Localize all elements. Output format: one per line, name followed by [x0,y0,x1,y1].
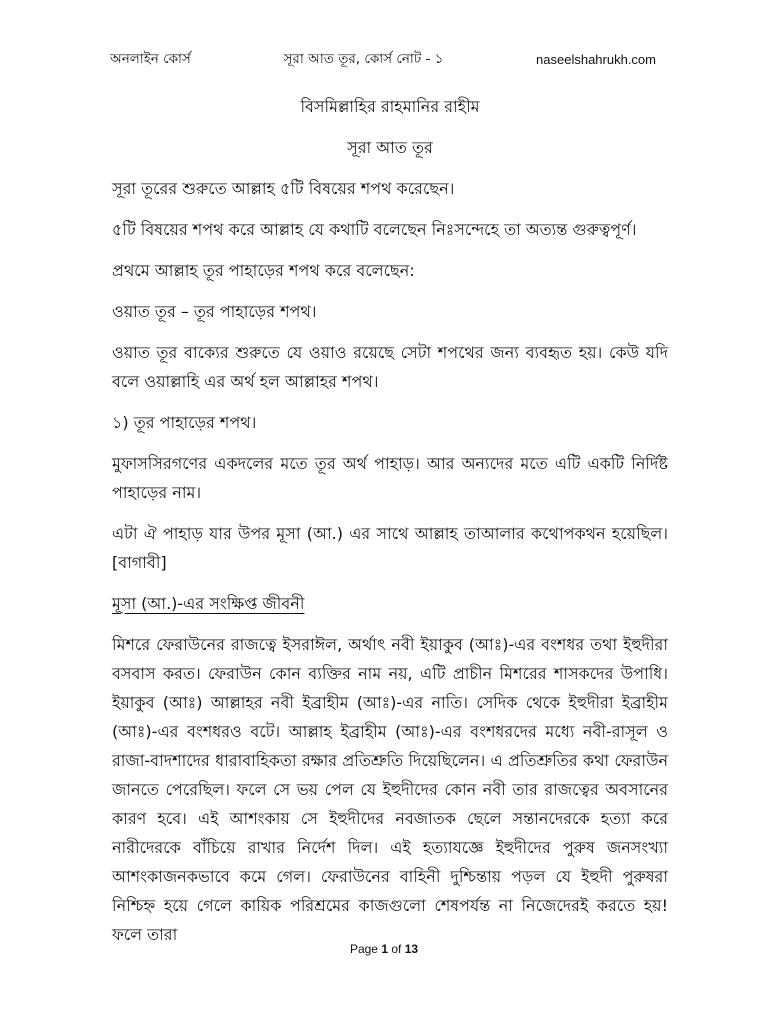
bismillah-line: বিসমিল্লাহির রাহমানির রাহীম [300,97,480,116]
surah-title: সূরা আত তূর [347,138,433,157]
paragraph-mufassir-opinion: মুফাসসিরগণের একদলের মতে তূর অর্থ পাহাড়। আর অন্যদের মতে এটি একটি নির্দিষ্ট পাহাড়ের নাম। [112,454,668,502]
document-body [112,92,668,961]
paragraph-wat-tur: ওয়াত তূর – তূর পাহাড়ের শপথ। [112,302,317,321]
paragraph-waw-explanation: ওয়াত তূর বাক্যের শুরুতে যে ওয়াও রয়েছে সেটা শপথের জন্য ব্যবহৃত হয়। কেউ যদি বলে ওয়াল্লাহি এর অর্থ হল আল্লাহর শপথ। [112,343,668,391]
paragraph-importance: ৫টি বিষয়ের শপথ করে আল্লাহ যে কথাটি বলেছেন নিঃসন্দেহে তা অত্যন্ত গুরুত্বপূর্ণ। [112,220,637,239]
paragraph-point-one: ১) তূর পাহাড়ের শপথ। [112,413,257,432]
section-subheading [112,589,668,618]
page-footer [0,942,768,956]
paragraph-first-oath: প্রথমে আল্লাহ তূর পাহাড়ের শপথ করে বলেছেন: [112,261,415,280]
paragraph-biography: মিশরে ফেরাউনের রাজত্বে ইসরাঈল, অর্থাৎ নবী ইয়াকুব (আঃ)-এর বংশধর তথা ইহুদীরা বসবাস করত। ফেরাউন কোন ব্যক্তির নাম নয়, এটি প্রাচীন মিশরের শাসকদের উপাধি। ইয়াকুব (আঃ) আল্লাহর নবী ইব্রাহীম (আঃ)-এর নাতি। সেদিক থেকে ইহুদীরা ইব্রাহীম (আঃ)-এর বংশধরও বটে। আল্লাহ ইব্রাহীম (আঃ)-এর বংশধরদের মধ্যে নবী-রাসূল ও রাজা-বাদশাদের ধারাবাহিকতা রক্ষার প্রতিশ্রুতি দিয়েছিলেন। এ প্রতিশ্রুতির কথা ফেরাউন জানতে পেরেছিল। ফলে সে ভয় পেল যে ইহুদীদের কোন নবী তার রাজত্বের অবসানের কারণ হবে। এই আশংকায় সে ইহুদীদের নবজাতক ছেলে সন্তানদেরকে হত্যা করে নারীদেরকে বাঁচিয়ে রাখার নির্দেশ দিল। এই হত্যাযজ্ঞে ইহুদীদের পুরুষ জনসংখ্যা আশংকাজনকভাবে কমে গেল। ফেরাউনের বাহিনী দুশ্চিন্তায় পড়ল যে ইহুদী পুরুষরা নিশ্চিহ্ন হয়ে গেলে কায়িক পরিশ্রমের কাজগুলো শেষপর্যন্ত না নিজেদেরই করতে হয়! ফলে তারা [112,635,668,944]
paragraph-mount-tur: এটা ঐ পাহাড় যার উপর মূসা (আ.) এর সাথে আল্লাহ তাআলার কথোপকথন হয়েছিল। [বাগাবী] [112,524,668,572]
header-course-label: অনলাইন কোর্স [110,50,191,67]
header-document-title: সূরা আত তূর, কোর্স নোট - ১ [283,50,444,67]
footer-of-word: of [391,942,402,956]
footer-page-current: 1 [381,942,388,956]
paragraph-intro: সূরা তূরের শুরুতে আল্লাহ ৫টি বিষয়ের শপথ করেছেন। [112,179,455,198]
subheading-text: মূসা (আ.)-এর সংক্ষিপ্ত জীবনী [112,594,305,613]
footer-page-word: Page [349,942,378,956]
footer-page-total: 13 [404,942,419,956]
page-header [110,48,656,70]
header-website: naseelshahrukh.com [536,51,656,67]
